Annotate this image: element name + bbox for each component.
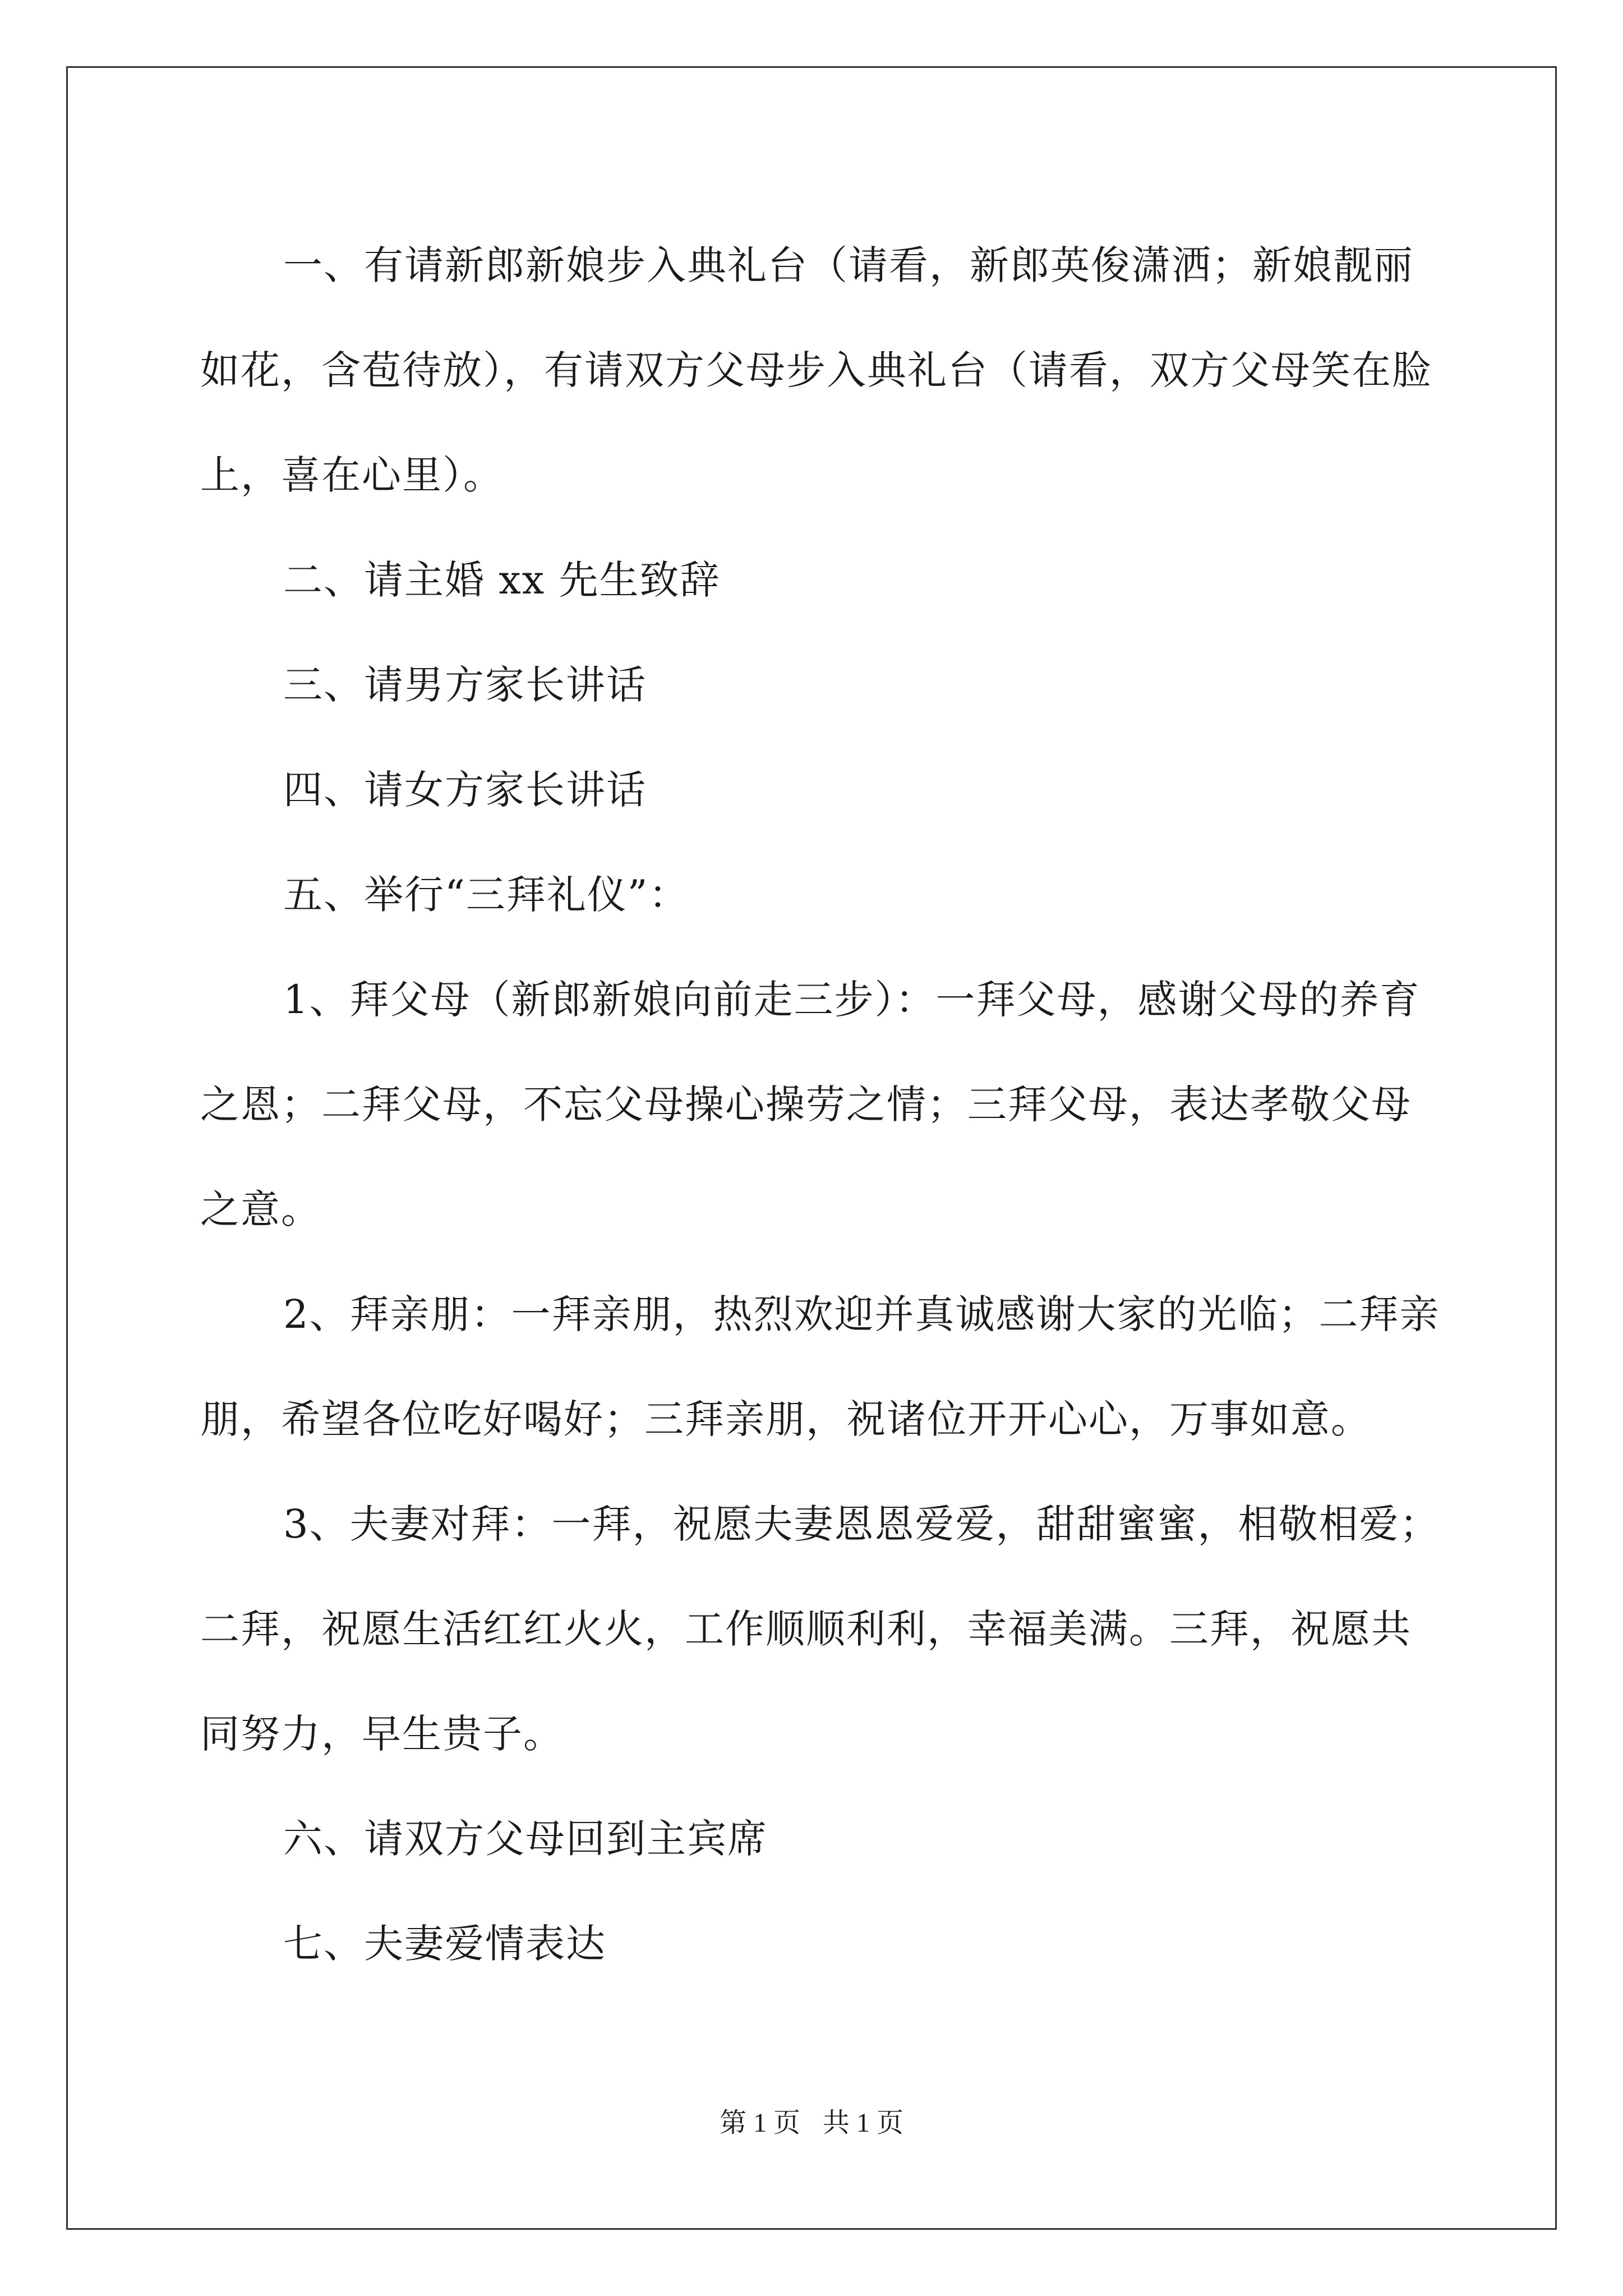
paragraph-line: 3、夫妻对拜：一拜，祝愿夫妻恩恩爱爱，甜甜蜜蜜，相敬相爱； (283, 1501, 1440, 1547)
paragraph-1 (200, 213, 1468, 528)
paragraph-line: 四、请女方家长讲话 (283, 767, 647, 813)
paragraph-5 (200, 843, 1468, 947)
paragraph-line: 二拜，祝愿生活红红火火，工作顺顺利利，幸福美满。三拜，祝愿共 (200, 1606, 1412, 1652)
paragraph-line: 之恩；二拜父母，不忘父母操心操劳之情；三拜父母，表达孝敬父母 (200, 1082, 1412, 1128)
paragraph-10 (200, 1892, 1468, 1996)
paragraph-2 (200, 528, 1468, 633)
paragraph-7 (200, 1262, 1468, 1472)
paragraph-line: 一、有请新郎新娘步入典礼台（请看，新郎英俊潇洒；新娘靓丽 (283, 242, 1414, 288)
paragraph-line: 上，喜在心里）。 (200, 452, 504, 498)
paragraph-line: 七、夫妻爱情表达 (283, 1921, 606, 1967)
paragraph-line: 2、拜亲朋：一拜亲朋，热烈欢迎并真诚感谢大家的光临；二拜亲 (283, 1291, 1440, 1337)
paragraph-3 (200, 633, 1468, 738)
paragraph-line: 六、请双方父母回到主宾席 (283, 1816, 768, 1862)
paragraph-8 (200, 1472, 1468, 1787)
paragraph-line: 1、拜父母（新郎新娘向前走三步）：一拜父母，感谢父母的养育 (283, 977, 1421, 1023)
page-footer (0, 2101, 1623, 2139)
paragraph-4 (200, 738, 1468, 843)
paragraph-line: 二、请主婚 xx 先生致辞 (283, 557, 721, 603)
document-body (200, 213, 1468, 1996)
paragraph-line: 之意。 (200, 1186, 321, 1232)
paragraph-6 (200, 947, 1468, 1262)
paragraph-line: 五、举行“三拜礼仪”： (283, 872, 689, 918)
paragraph-line: 如花，含苞待放），有请双方父母步入典礼台（请看，双方父母笑在脸 (200, 347, 1432, 393)
page-number: 第 1 页 (719, 2108, 800, 2138)
page-total: 共 1 页 (823, 2108, 904, 2138)
paragraph-9 (200, 1787, 1468, 1892)
paragraph-line: 三、请男方家长讲话 (283, 662, 647, 708)
paragraph-line: 同努力，早生贵子。 (200, 1711, 564, 1757)
paragraph-line: 朋，希望各位吃好喝好；三拜亲朋，祝诸位开开心心，万事如意。 (200, 1396, 1371, 1442)
